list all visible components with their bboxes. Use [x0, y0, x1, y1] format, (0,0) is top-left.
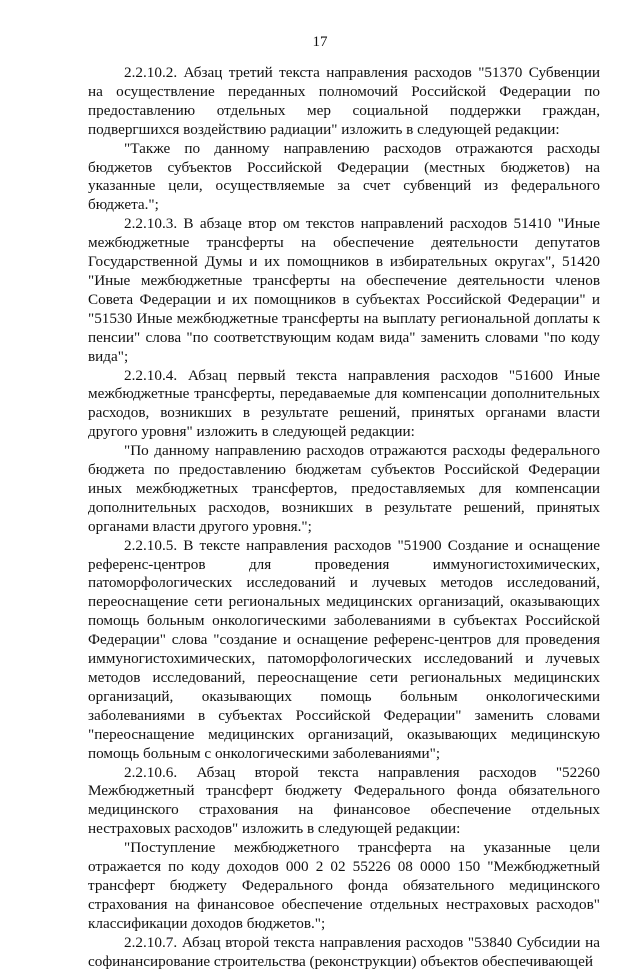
paragraph-quote-subventions: "Также по данному направлению расходов отражаются расходы бюджетов субъектов Российской Федерации (местных бюджетов) на указанные цели, осуществляемые за счет субвенций из федерального бюджета.";	[88, 139, 600, 214]
paragraph-quote-federal-budget: "По данному направлению расходов отражаются расходы федерального бюджета по предоставлению бюджетам субъектов Российской Федерации иных межбюджетных трансфертов, предоставляемых для компенсации дополнительных расходов, возникших в результате решений, принятых органами власти другого уровня.";	[88, 442, 600, 535]
page-number: 17	[312, 34, 328, 50]
paragraph-2-2-10-5: 2.2.10.5. В тексте направления расходов "51900 Создание и оснащение референс-центров для проведения иммуногистохимических, патоморфологических исследований и лучевых методов исследований, переоснащение сети региональных медицинских организаций, оказывающих помощь больным онкологическими заболеваниями в субъектах Российской Федерации" слова "создание и оснащение референс-центров для проведения иммуногистохимических, патоморфологических исследований и лучевых методов исследований, переоснащение сети региональных медицинских организаций, оказывающих помощь больным онкологическими заболеваниями в субъектах Российской Федерации" заменить словами "переоснащение медицинских организаций, оказывающих медицинскую помощь больным с онкологическими заболеваниями";	[88, 536, 600, 762]
paragraph-quote-income-code: "Поступление межбюджетного трансферта на указанные цели отражается по коду доходов 000 2 02 55226 08 0000 150 "Межбюджетный трансферт бюджету Федерального фонда обязательного медицинского страхования на финансовое обеспечение отдельных нестраховых расходов" классификации доходов бюджетов.";	[88, 839, 600, 932]
paragraph-2-2-10-7: 2.2.10.7. Абзац второй текста направления расходов "53840 Субсидии на софинансирование строительства (реконструкции) объектов обеспечивающей	[88, 933, 600, 970]
paragraph-2-2-10-2: 2.2.10.2. Абзац третий текста направления расходов "51370 Субвенции на осуществление переданных полномочий Российской Федерации по предоставлению отдельных мер социальной поддержки граждан, подвергшихся воздействию радиации" изложить в следующей редакции:	[88, 64, 600, 138]
document-body	[88, 64, 600, 972]
paragraph-2-2-10-3: 2.2.10.3. В абзаце втор ом текстов направлений расходов 51410 "Иные межбюджетные трансферты на обеспечение деятельности депутатов Государственной Думы и их помощников в избирательных округах", 51420 "Иные межбюджетные трансферты на обеспечение деятельности членов Совета Федерации и их помощников в субъектах Российской Федерации" и "51530 Иные межбюджетные трансферты на выплату региональной доплаты к пенсии" слова "по соответствующим кодам вида" заменить словами "по коду вида";	[88, 215, 600, 365]
paragraph-2-2-10-6: 2.2.10.6. Абзац второй текста направления расходов "52260 Межбюджетный трансферт бюджету Федерального фонда обязательного медицинского страхования на финансовое обеспечение отдельных нестраховых расходов" изложить в следующей редакции:	[88, 763, 600, 838]
paragraph-2-2-10-4: 2.2.10.4. Абзац первый текста направления расходов "51600 Иные межбюджетные трансферты, передаваемые для компенсации дополнительных расходов, возникших в результате решений, принятых органами власти другого уровня" изложить в следующей редакции:	[88, 366, 600, 441]
